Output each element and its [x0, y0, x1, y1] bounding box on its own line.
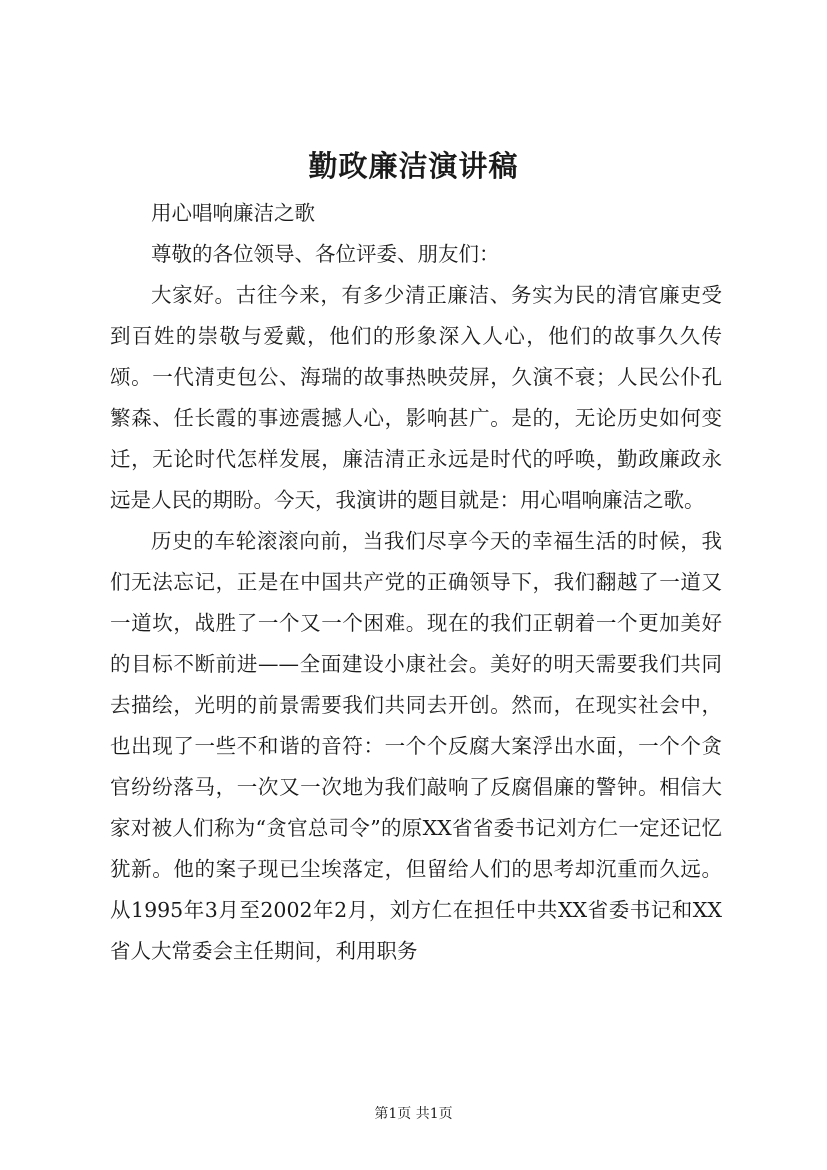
document-body	[110, 193, 722, 972]
document-title: 勤政廉洁演讲稿	[308, 149, 519, 183]
subtitle-paragraph: 用心唱响廉洁之歌	[151, 201, 315, 225]
body-paragraph: 大家好。古往今来，有多少清正廉洁、务实为民的清官廉吏受到百姓的崇敬与爱戴，他们的形象深入人心，他们的故事久久传颂。一代清吏包公、海瑞的故事热映荧屏，久演不衰；人民公仆孔繁森、任长霞的事迹震撼人心，影响甚广。是的，无论历史如何变迁，无论时代怎样发展，廉洁清正永远是时代的呼唤，勤政廉政永远是人民的期盼。今天，我演讲的题目就是：用心唱响廉洁之歌。	[110, 283, 722, 512]
body-paragraph: 历史的车轮滚滚向前，当我们尽享今天的幸福生活的时候，我们无法忘记，正是在中国共产党的正确领导下，我们翻越了一道又一道坎，战胜了一个又一个困难。现在的我们正朝着一个更加美好的目标不断前进——全面建设小康社会。美好的明天需要我们共同去描绘，光明的前景需要我们共同去开创。然而，在现实社会中，也出现了一些不和谐的音符：一个个反腐大案浮出水面，一个个贪官纷纷落马，一次又一次地为我们敲响了反腐倡廉的警钟。相信大家对被人们称为“贪官总司令”的原XX省省委书记刘方仁一定还记忆犹新。他的案子现已尘埃落定，但留给人们的思考却沉重而久远。从1995年3月至2002年2月，刘方仁在担任中共XX省委书记和XX省人大常委会主任期间，利用职务	[110, 529, 722, 963]
salutation-paragraph: 尊敬的各位领导、各位评委、朋友们：	[151, 242, 500, 266]
page-footer: 第1页 共1页	[374, 1106, 453, 1122]
